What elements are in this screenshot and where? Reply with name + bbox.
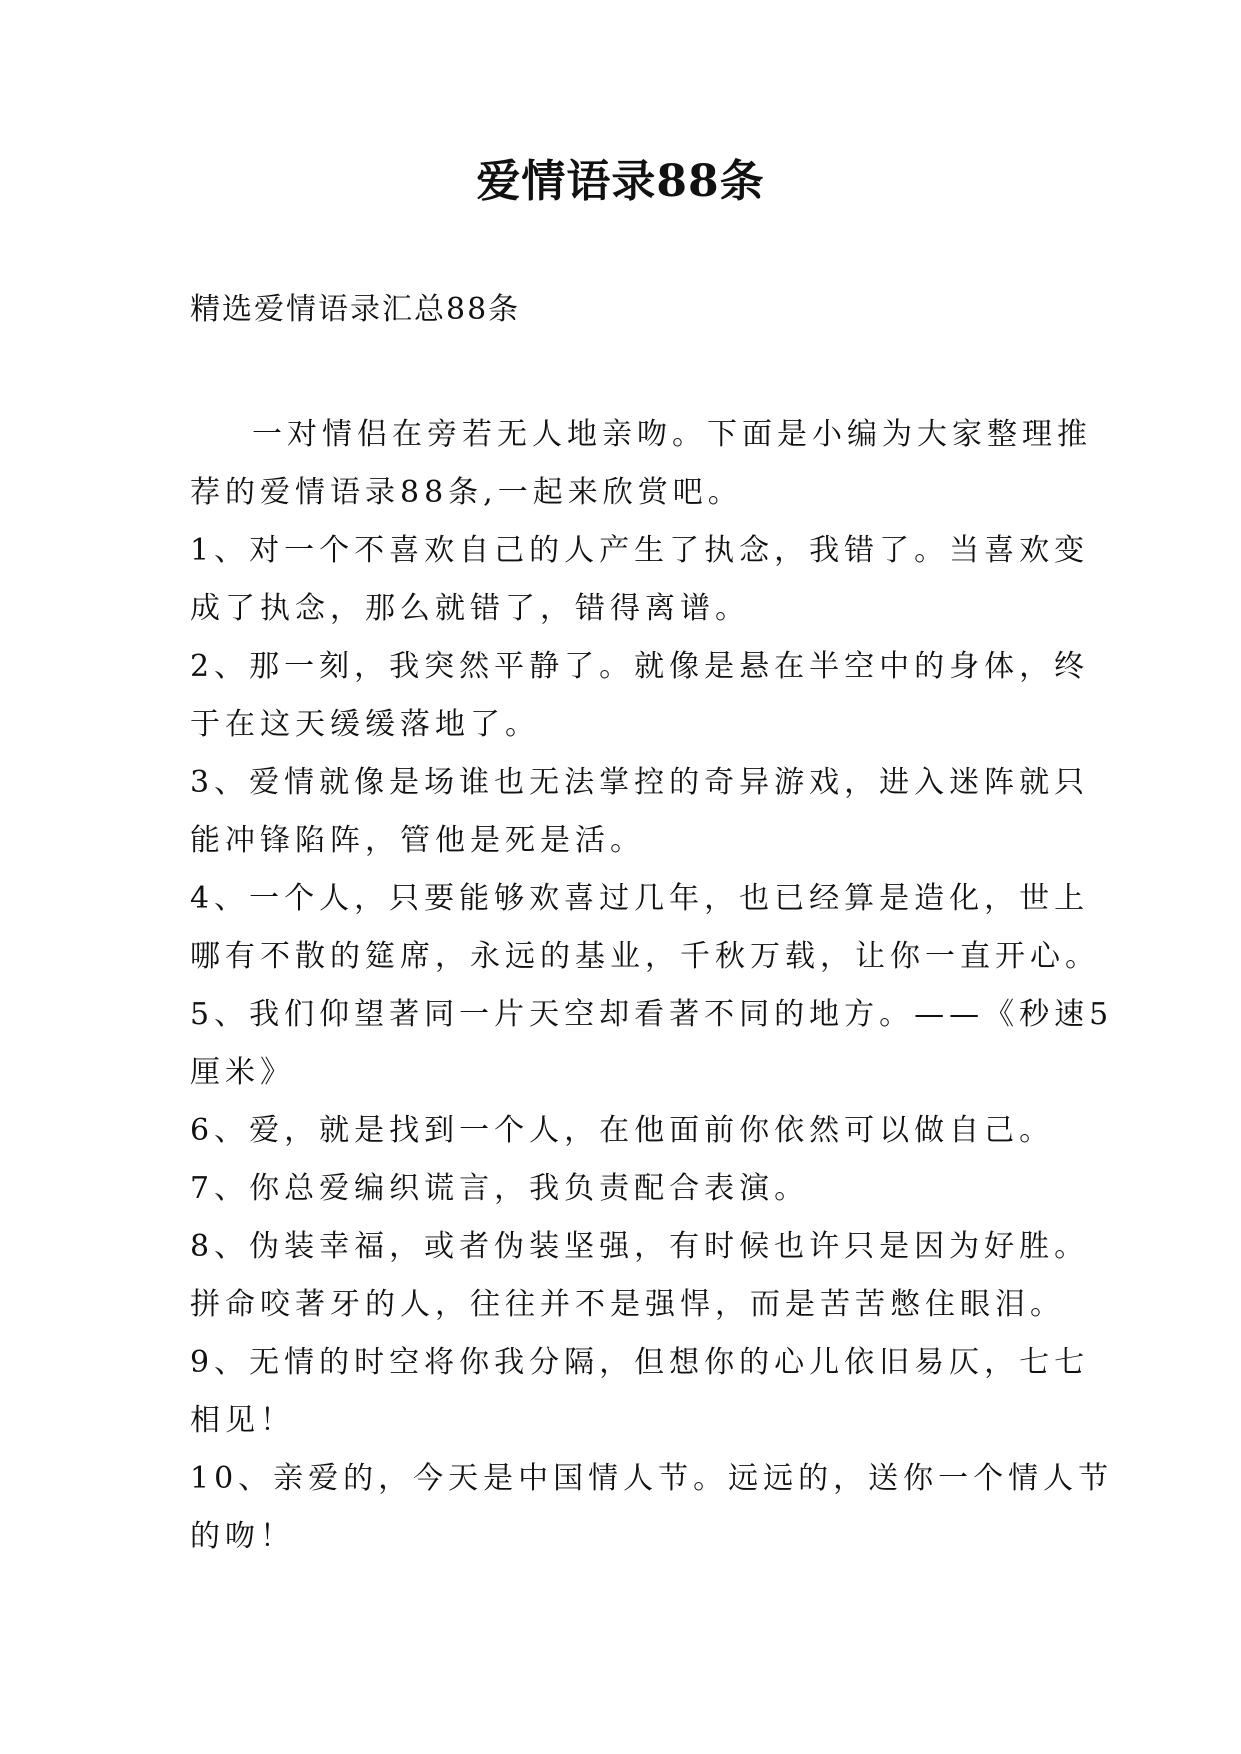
quote-item-7: [190, 1160, 1070, 1218]
paragraph-line: 6、爱，就是找到一个人，在他面前你依然可以做自己。: [190, 1113, 1055, 1148]
document-title: 爱情语录88条: [476, 156, 765, 207]
document-subtitle: 精选爱情语录汇总88条: [190, 292, 521, 327]
quote-item-9: [190, 1334, 1090, 1450]
quote-item-8: [190, 1218, 1090, 1334]
quote-item-5: [190, 986, 1114, 1102]
paragraph-line: 8、伪装幸福，或者伪装坚强，有时候也许只是因为好胜。: [190, 1229, 1090, 1264]
paragraph-line: 4、一个人，只要能够欢喜过几年，也已经算是造化，世上: [190, 881, 1090, 916]
paragraph-line: 哪有不散的筵席，永远的基业，千秋万载，让你一直开心。: [190, 939, 1100, 974]
paragraph-line: 相见！: [190, 1403, 295, 1438]
paragraph-line: 成了执念，那么就错了，错得离谱。: [190, 591, 750, 626]
quote-item-4: [190, 870, 1100, 986]
paragraph-line: 能冲锋陷阵，管他是死是活。: [190, 823, 645, 858]
quote-item-3: [190, 754, 1090, 870]
paragraph-line: 5、我们仰望著同一片天空却看著不同的地方。——《秒速5: [190, 997, 1114, 1032]
paragraph-line: 9、无情的时空将你我分隔，但想你的心儿依旧易仄，七七: [190, 1345, 1090, 1380]
quote-item-1: [190, 522, 1090, 638]
paragraph-line: 拼命咬著牙的人，往往并不是强悍，而是苦苦憋住眼泪。: [190, 1287, 1065, 1322]
paragraph-line: 1、对一个不喜欢自己的人产生了执念，我错了。当喜欢变: [190, 533, 1090, 568]
document-body: [190, 406, 1114, 1566]
quote-item-10: [190, 1450, 1114, 1566]
quote-item-2: [190, 638, 1090, 754]
paragraph-line: 荐的爱情语录88条,一起来欣赏吧。: [190, 475, 743, 510]
paragraph-line: 的吻！: [190, 1519, 295, 1554]
paragraph-line: 厘米》: [190, 1055, 295, 1090]
paragraph-line: 2、那一刻，我突然平静了。就像是悬在半空中的身体，终: [190, 649, 1090, 684]
paragraph-line: 于在这天缓缓落地了。: [190, 707, 540, 742]
intro-paragraph: [190, 406, 1092, 522]
quote-item-6: [190, 1102, 1070, 1160]
paragraph-line: 7、你总爱编织谎言，我负责配合表演。: [190, 1171, 810, 1206]
paragraph-line: 一对情侣在旁若无人地亲吻。下面是小编为大家整理推: [252, 417, 1092, 452]
paragraph-line: 10、亲爱的，今天是中国情人节。远远的，送你一个情人节: [190, 1461, 1114, 1496]
paragraph-line: 3、爱情就像是场谁也无法掌控的奇异游戏，进入迷阵就只: [190, 765, 1090, 800]
